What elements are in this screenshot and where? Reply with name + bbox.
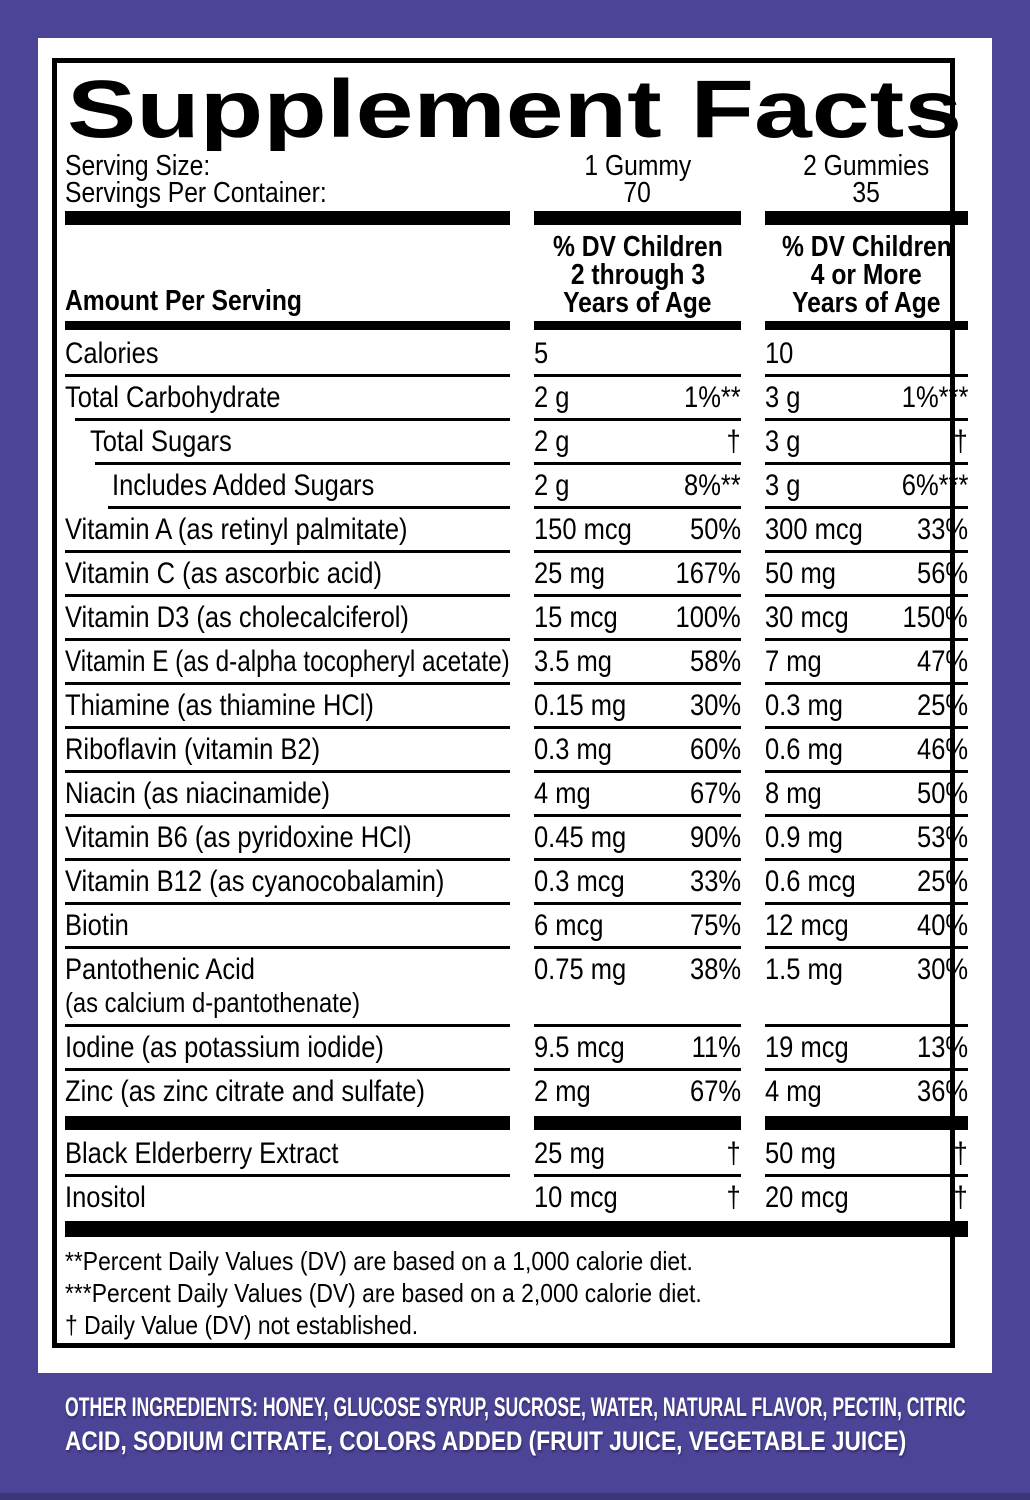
column-gap	[741, 550, 765, 594]
row-dv-col2: 36%	[916, 1075, 968, 1108]
table-row	[65, 418, 968, 462]
supplement-facts-title: Supplement Facts	[67, 71, 962, 151]
row-dv-col1: 75%	[689, 909, 741, 942]
row-dv-col2: 40%	[916, 909, 968, 942]
row-col1-cell	[534, 1068, 741, 1112]
row-dv-col1: 100%	[675, 601, 741, 634]
table-row	[65, 1130, 968, 1174]
divider-bar	[534, 321, 741, 330]
row-col1-cell	[534, 1174, 741, 1218]
row-col2-cell	[765, 506, 968, 550]
row-label-cell	[65, 770, 510, 814]
column-gap	[741, 638, 765, 682]
row-col1-cell	[534, 374, 741, 418]
row-amount-col2: 0.6 mcg	[765, 865, 856, 898]
servings-per-container-label: Servings Per Container:	[65, 177, 327, 209]
row-dv-col2: †	[953, 1137, 968, 1170]
row-dv-col1: 8%**	[684, 469, 741, 502]
row-amount-col2: 10	[765, 337, 794, 370]
column-gap	[741, 1130, 765, 1174]
row-label: Vitamin B12 (as cyanocobalamin)	[65, 865, 445, 898]
row-amount-col1: 10 mcg	[534, 1181, 618, 1214]
table-row	[65, 814, 968, 858]
row-dv-col1: 50%	[689, 513, 741, 546]
row-dv-col2: 1%***	[901, 381, 968, 414]
row-col1-cell	[534, 550, 741, 594]
row-col2-cell	[765, 858, 968, 902]
row-label-cell	[65, 330, 510, 374]
row-label: Biotin	[65, 909, 129, 942]
row-dv-col2: 33%	[916, 513, 968, 546]
row-label: Total Sugars	[90, 425, 232, 458]
column-gap	[510, 770, 534, 814]
column-gap	[741, 594, 765, 638]
divider-bar	[65, 1116, 510, 1130]
divider-bar	[765, 211, 968, 225]
row-dv-col2: 50%	[916, 777, 968, 810]
table-row	[65, 374, 968, 418]
column-gap	[510, 682, 534, 726]
row-label: Niacin (as niacinamide)	[65, 777, 331, 810]
row-dv-col1: †	[726, 1181, 741, 1214]
amount-per-serving-header: Amount Per Serving	[65, 285, 302, 317]
row-dv-col2: 25%	[916, 689, 968, 722]
column-gap	[741, 902, 765, 946]
row-amount-col2: 7 mg	[765, 645, 822, 678]
serving-labels	[65, 150, 510, 209]
row-label-cell	[65, 1068, 510, 1112]
table-row	[65, 1174, 968, 1218]
row-col2-cell	[765, 1174, 968, 1218]
row-amount-col1: 2 g	[534, 381, 570, 414]
column-gap	[510, 814, 534, 858]
footnote-1000-calorie: **Percent Daily Values (DV) are based on a 1,000 calorie diet.	[65, 1246, 693, 1276]
row-label-cell	[65, 374, 510, 418]
column-gap	[510, 374, 534, 418]
row-amount-col2: 300 mcg	[765, 513, 863, 546]
column-gap	[510, 418, 534, 462]
row-dv-col1: 30%	[689, 689, 741, 722]
row-amount-col2: 12 mcg	[765, 909, 849, 942]
column-gap	[510, 902, 534, 946]
supplement-facts-panel	[38, 38, 992, 1373]
row-label: Zinc (as zinc citrate and sulfate)	[65, 1075, 425, 1108]
row-amount-col1: 2 g	[534, 469, 570, 502]
row-amount-col2: 8 mg	[765, 777, 822, 810]
footnote-dv-not-established: † Daily Value (DV) not established.	[65, 1310, 419, 1340]
row-col1-cell	[534, 594, 741, 638]
row-col2-cell	[765, 374, 968, 418]
row-amount-col2: 1.5 mg	[765, 953, 843, 986]
row-col2-cell	[765, 1024, 968, 1068]
table-row	[65, 550, 968, 594]
row-label: Pantothenic Acid	[65, 953, 255, 986]
row-label-cell	[65, 506, 510, 550]
row-dv-col2: 46%	[916, 733, 968, 766]
column-gap	[510, 858, 534, 902]
row-dv-col1: 67%	[689, 777, 741, 810]
divider-bar	[65, 321, 510, 330]
row-label: Riboflavin (vitamin B2)	[65, 733, 321, 766]
row-col1-cell	[534, 462, 741, 506]
table-row	[65, 682, 968, 726]
row-dv-col2: 25%	[916, 865, 968, 898]
column-gap	[741, 858, 765, 902]
row-col1-cell	[534, 1130, 741, 1174]
row-amount-col1: 0.45 mg	[534, 821, 627, 854]
row-label: Iodine (as potassium iodide)	[65, 1031, 384, 1064]
row-label-cell	[65, 1130, 510, 1174]
row-amount-col1: 9.5 mcg	[534, 1031, 625, 1064]
row-dv-col2: 53%	[916, 821, 968, 854]
row-col1-cell	[534, 638, 741, 682]
table-row	[65, 770, 968, 814]
servings-count-col2: 35	[852, 177, 881, 209]
row-dv-col1: 58%	[689, 645, 741, 678]
other-ingredients	[65, 1390, 1030, 1458]
row-col2-cell	[765, 946, 968, 1024]
table-row	[65, 858, 968, 902]
row-col1-cell	[534, 330, 741, 374]
row-dv-col2: 47%	[916, 645, 968, 678]
row-amount-col1: 25 mg	[534, 557, 605, 590]
row-label-cell	[65, 858, 510, 902]
row-col2-cell	[765, 726, 968, 770]
divider-bar	[765, 1116, 968, 1130]
row-label: Vitamin C (as ascorbic acid)	[65, 557, 382, 590]
row-dv-col2: †	[953, 425, 968, 458]
column-gap	[741, 374, 765, 418]
row-amount-col1: 0.15 mg	[534, 689, 627, 722]
row-col2-cell	[765, 594, 968, 638]
row-col1-cell	[534, 726, 741, 770]
column-gap	[510, 1068, 534, 1112]
row-dv-col1: †	[726, 425, 741, 458]
table-row	[65, 1068, 968, 1112]
column-gap	[741, 462, 765, 506]
dv-header-col2: % DV Children 4 or More Years of Age	[781, 231, 952, 319]
row-dv-col1: 38%	[689, 953, 741, 986]
row-label2: (as calcium d-pantothenate)	[65, 987, 361, 1018]
row-amount-col2: 0.3 mg	[765, 689, 843, 722]
row-amount-col1: 0.3 mg	[534, 733, 612, 766]
row-label-cell	[65, 1024, 510, 1068]
row-col1-cell	[534, 682, 741, 726]
row-amount-col2: 4 mg	[765, 1075, 822, 1108]
divider-bar	[534, 211, 741, 225]
row-col2-cell	[765, 1130, 968, 1174]
column-gap	[510, 726, 534, 770]
servings-count-col1: 70	[623, 177, 652, 209]
table-row	[65, 594, 968, 638]
row-amount-col2: 3 g	[765, 469, 801, 502]
row-amount-col2: 50 mg	[765, 1137, 836, 1170]
table-row	[65, 462, 968, 506]
row-col2-cell	[765, 682, 968, 726]
row-col1-cell	[534, 902, 741, 946]
row-dv-col1: †	[726, 1137, 741, 1170]
row-dv-col1: 33%	[689, 865, 741, 898]
row-amount-col1: 0.3 mcg	[534, 865, 625, 898]
row-dv-col1: 167%	[675, 557, 741, 590]
row-amount-col2: 50 mg	[765, 557, 836, 590]
row-label-cell	[65, 682, 510, 726]
row-col1-cell	[534, 506, 741, 550]
row-label-cell	[65, 946, 510, 1024]
row-col2-cell	[765, 330, 968, 374]
column-gap	[510, 638, 534, 682]
row-col1-cell	[534, 858, 741, 902]
row-col2-cell	[765, 418, 968, 462]
row-label-cell	[65, 418, 510, 462]
row-dv-col1: 67%	[689, 1075, 741, 1108]
row-dv-col2: 6%***	[901, 469, 968, 502]
column-gap	[510, 462, 534, 506]
divider-bar	[534, 1116, 741, 1130]
serving-size-value-col2: 2 Gummies	[803, 150, 930, 182]
column-gap	[510, 1174, 534, 1218]
serving-col2	[765, 150, 968, 209]
column-gap	[741, 770, 765, 814]
row-dv-col1: 11%	[691, 1031, 741, 1064]
column-gap	[510, 506, 534, 550]
row-dv-col2: †	[953, 1181, 968, 1214]
row-dv-col1: 1%**	[684, 381, 741, 414]
column-headers	[65, 229, 968, 317]
row-label: Includes Added Sugars	[112, 469, 375, 502]
table-row	[65, 902, 968, 946]
column-gap	[741, 153, 765, 207]
row-dv-col2: 13%	[916, 1031, 968, 1064]
divider-bar	[765, 321, 968, 330]
row-amount-col1: 2 g	[534, 425, 570, 458]
row-amount-col1: 5	[534, 337, 549, 370]
row-amount-col1: 6 mcg	[534, 909, 604, 942]
column-gap	[510, 330, 534, 374]
facts-box	[52, 58, 968, 1348]
section-divider-bars	[65, 211, 968, 225]
row-label-cell	[65, 726, 510, 770]
row-col2-cell	[765, 550, 968, 594]
row-amount-col2: 30 mcg	[765, 601, 849, 634]
row-amount-col2: 3 g	[765, 425, 801, 458]
row-amount-col2: 0.9 mg	[765, 821, 843, 854]
row-dv-col1: 90%	[689, 821, 741, 854]
row-dv-col2: 56%	[916, 557, 968, 590]
nutrient-table	[65, 330, 968, 1218]
row-label-cell	[65, 638, 510, 682]
serving-size-label: Serving Size:	[65, 150, 211, 182]
column-gap	[741, 1174, 765, 1218]
table-row	[65, 638, 968, 682]
column-gap	[741, 330, 765, 374]
row-label-cell	[65, 550, 510, 594]
column-gap	[741, 814, 765, 858]
row-label: Vitamin E (as d-alpha tocopheryl acetate)	[65, 645, 510, 678]
row-label: Vitamin D3 (as cholecalciferol)	[65, 601, 409, 634]
row-amount-col2: 19 mcg	[765, 1031, 849, 1064]
bottom-edge-strip	[0, 1493, 1030, 1500]
row-col2-cell	[765, 1068, 968, 1112]
footer-divider-bar	[65, 1221, 968, 1237]
column-gap	[741, 726, 765, 770]
row-amount-col1: 25 mg	[534, 1137, 605, 1170]
row-col2-cell	[765, 814, 968, 858]
row-col1-cell	[534, 418, 741, 462]
row-label: Vitamin B6 (as pyridoxine HCl)	[65, 821, 412, 854]
row-label: Vitamin A (as retinyl palmitate)	[65, 513, 408, 546]
column-gap	[510, 1130, 534, 1174]
row-amount-col2: 20 mcg	[765, 1181, 849, 1214]
table-row	[65, 1024, 968, 1068]
column-gap	[510, 946, 534, 1024]
column-gap	[741, 946, 765, 1024]
panel-title-wrap	[65, 71, 962, 151]
row-amount-col1: 0.75 mg	[534, 953, 627, 986]
row-label-cell	[65, 902, 510, 946]
other-ingredients-line2: ACID, SODIUM CITRATE, COLORS ADDED (FRUIT JUICE, VEGETABLE JUICE)	[65, 1426, 907, 1456]
row-col1-cell	[534, 814, 741, 858]
serving-info	[65, 150, 968, 209]
row-label: Inositol	[65, 1181, 146, 1214]
dv-header-col1: % DV Children 2 through 3 Years of Age	[552, 231, 723, 319]
row-col2-cell	[765, 638, 968, 682]
column-gap	[510, 594, 534, 638]
row-amount-col1: 2 mg	[534, 1075, 591, 1108]
table-row	[65, 726, 968, 770]
table-row	[65, 330, 968, 374]
row-col2-cell	[765, 902, 968, 946]
column-gap	[741, 1024, 765, 1068]
row-amount-col1: 3.5 mg	[534, 645, 612, 678]
row-col1-cell	[534, 1024, 741, 1068]
row-amount-col1: 150 mcg	[534, 513, 632, 546]
row-amount-col2: 3 g	[765, 381, 801, 414]
footnote-2000-calorie: ***Percent Daily Values (DV) are based on a 2,000 calorie diet.	[65, 1278, 702, 1308]
table-row	[65, 946, 968, 1024]
column-gap	[510, 153, 534, 207]
panel-title-svg	[65, 71, 968, 151]
other-ingredients-line1: OTHER INGREDIENTS: HONEY, GLUCOSE SYRUP, SUCROSE, WATER, NATURAL FLAVOR, PECTIN, CITRIC	[65, 1392, 966, 1422]
table-row	[65, 506, 968, 550]
row-label-cell	[65, 462, 510, 506]
row-col2-cell	[765, 462, 968, 506]
serving-col1	[534, 150, 741, 209]
row-amount-col1: 4 mg	[534, 777, 591, 810]
row-label-cell	[65, 594, 510, 638]
row-label-cell	[65, 814, 510, 858]
row-dv-col1: 60%	[689, 733, 741, 766]
row-dv-col2: 150%	[902, 601, 968, 634]
divider-bar	[65, 211, 510, 225]
row-label: Total Carbohydrate	[65, 381, 281, 414]
row-dv-col2: 30%	[916, 953, 968, 986]
row-label: Black Elderberry Extract	[65, 1137, 339, 1170]
row-label: Thiamine (as thiamine HCl)	[65, 689, 374, 722]
column-gap	[741, 506, 765, 550]
header-divider-bars	[65, 321, 968, 330]
row-amount-col2: 0.6 mg	[765, 733, 843, 766]
row-col1-cell	[534, 946, 741, 1024]
column-gap	[741, 418, 765, 462]
column-gap	[510, 1024, 534, 1068]
footnotes	[65, 1245, 945, 1341]
column-gap	[741, 1068, 765, 1112]
row-col1-cell	[534, 770, 741, 814]
row-col2-cell	[765, 770, 968, 814]
column-gap	[510, 550, 534, 594]
section-divider-bars	[65, 1116, 968, 1130]
row-label: Calories	[65, 337, 159, 370]
row-label-cell	[65, 1174, 510, 1218]
column-gap	[741, 682, 765, 726]
serving-size-value-col1: 1 Gummy	[584, 150, 691, 182]
row-amount-col1: 15 mcg	[534, 601, 618, 634]
